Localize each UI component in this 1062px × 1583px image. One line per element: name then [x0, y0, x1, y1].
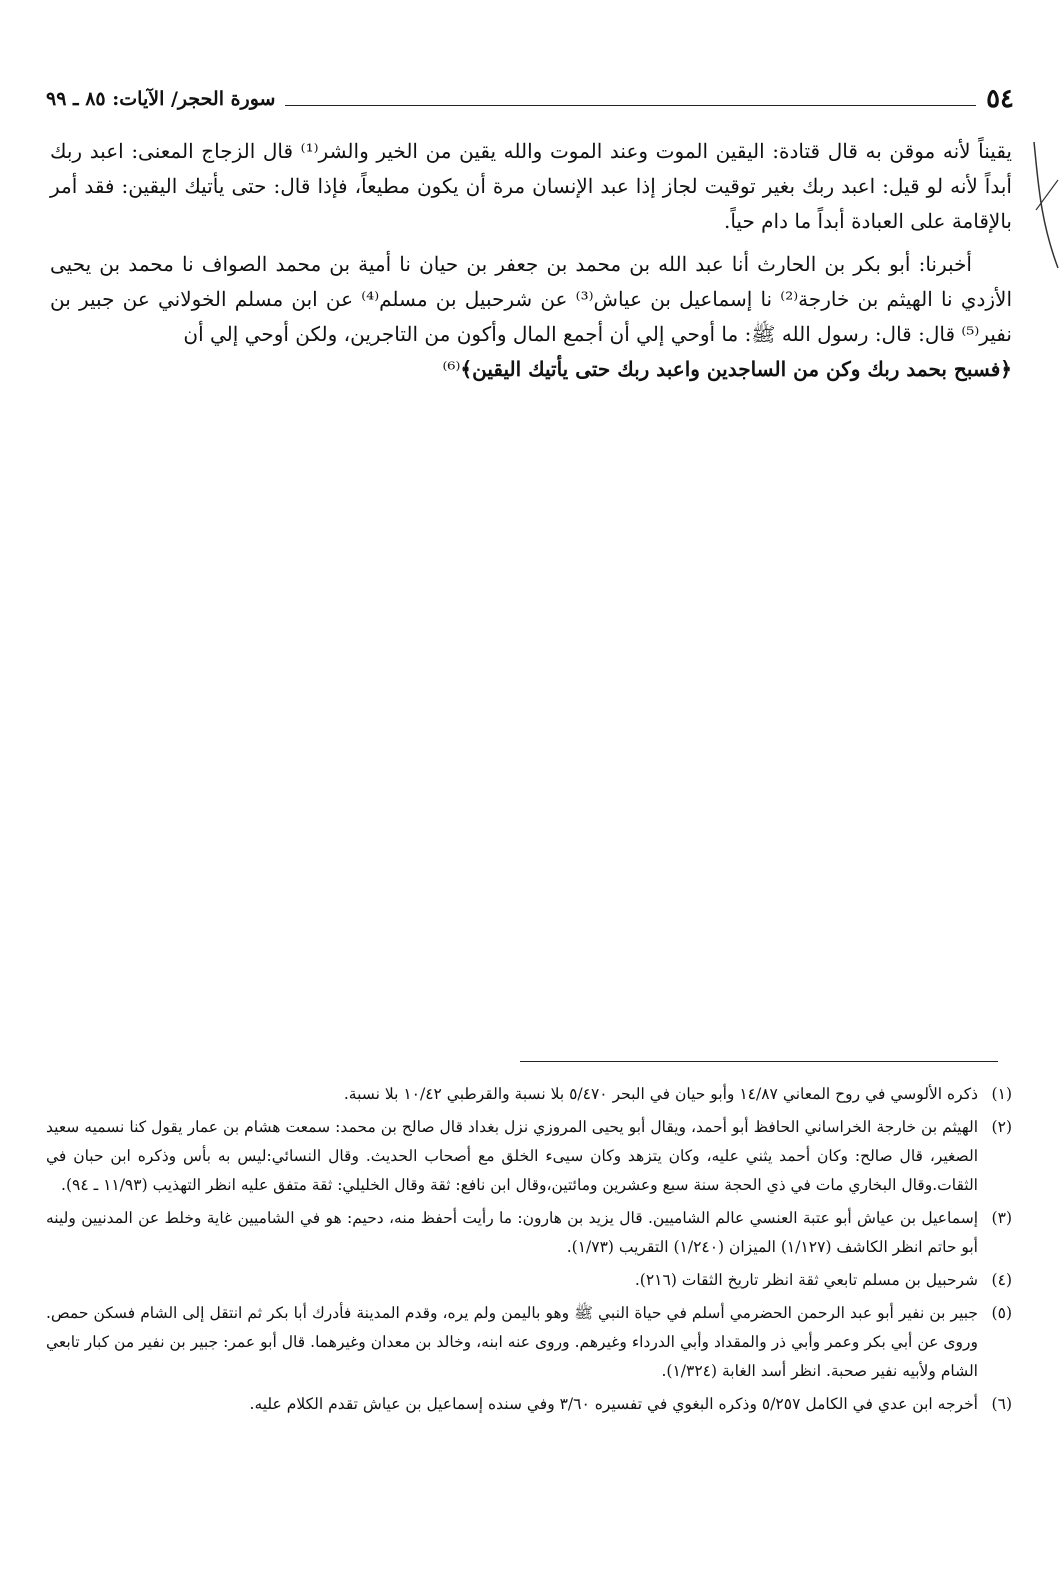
footnote-item: [46, 1080, 1012, 1109]
paragraph-2: [50, 247, 1012, 387]
footnote-text: ذكره الألوسي في روح المعاني ١٤/٨٧ وأبو حيان في البحر ٥/٤٧٠ بلا نسبة والقرطبي ١٠/٤٢ بلا نسبة.: [343, 1085, 978, 1103]
footnote-text: أخرجه ابن عدي في الكامل ٥/٢٥٧ وذكره البغوي في تفسيره ٣/٦٠ وفي سنده إسماعيل بن عياش تقدم الكلام عليه.: [249, 1395, 978, 1413]
footnote-item: [46, 1390, 1012, 1419]
paragraph-2-text: أخبرنا: أبو بكر بن الحارث أنا عبد الله بن محمد بن جعفر بن حيان نا أمية بن محمد الصواف نا محمد بن يحيى الأزدي نا الهيثم بن خارجة⁽²⁾ نا إسماعيل بن عياش⁽³⁾ عن شرحبيل بن مسلم⁽⁴⁾ عن ابن مسلم الخولاني عن جبير بن نفير⁽⁵⁾ قال: قال: رسول الله ﷺ: ما أوحي إلي أن أجمع المال وأكون من التاجرين، ولكن أوحي إلي أن: [50, 252, 1012, 346]
footnote-item: [46, 1266, 1012, 1295]
footnote-number: (٢): [991, 1118, 1012, 1136]
footnote-number: (٤): [991, 1271, 1012, 1289]
verse-footnote-ref: ⁽⁶⁾: [442, 357, 461, 381]
footnote-text: إسماعيل بن عياش أبو عتبة العنسي عالم الشاميين. قال يزيد بن هارون: ما رأيت أحفظ منه، دحيم: هو في الشاميين غاية وخلط عن المدنيين ولينه أبو حاتم انظر الكاشف (١/١٢٧) الميزان (١/٢٤٠) التقريب (١/٧٣).: [46, 1209, 978, 1256]
footnotes: [46, 1080, 1012, 1423]
footnote-text: الهيثم بن خارجة الخراساني الحافظ أبو أحمد، ويقال أبو يحيى المروزي نزل بغداد قال صالح بن محمد: سمعت هشام بن عمار يقول كنا نسميه سعيد الصغير، قال صالح: وكان أحمد يثني عليه، وكان يتزهد وكان سيىء الخلق مع أصحاب الحديث. وقال النسائي:ليس به بأس وذكره ابن حبان في الثقات.وقال البخاري مات في ذي الحجة سنة سبع وعشرين ومائتين،وقال ابن نافع: ثقة وقال الخليلي: ثقة متفق عليه انظر التهذيب (١١/٩٣ ـ ٩٤).: [46, 1118, 978, 1194]
header-rule: [285, 105, 976, 106]
footnote-item: [46, 1113, 1012, 1200]
running-title: سورة الحجر/ الآيات: ٨٥ ـ ٩٩: [46, 88, 276, 110]
footnote-item: [46, 1299, 1012, 1386]
main-text: [50, 134, 1012, 395]
margin-pen-mark: [1030, 140, 1060, 270]
footnote-number: (٥): [991, 1304, 1012, 1322]
footnote-text: شرحبيل بن مسلم تابعي ثقة انظر تاريخ الثقات (٢١٦).: [634, 1271, 978, 1289]
quran-verse: ﴿فسبح بحمد ربك وكن من الساجدين واعبد ربك حتى يأتيك اليقين﴾: [460, 357, 1012, 381]
footnote-text: جبير بن نفير أبو عبد الرحمن الحضرمي أسلم في حياة النبي ﷺ وهو باليمن ولم يره، وقدم المدينة فأدرك أبا بكر ثم انتقل إلى الشام فسكن حمص. وروى عن أبي بكر وعمر وأبي ذر والمقداد وأبي الدرداء وغيرهم. وروى عنه ابنه، وخالد بن معدان وغيرهما. قال أبو عمر: جبير بن نفير من كبار تابعي الشام ولأبيه نفير صحبة. انظر أسد الغابة (١/٣٢٤).: [46, 1304, 978, 1380]
page-number: ٥٤: [986, 84, 1014, 114]
footnote-number: (٣): [991, 1209, 1012, 1227]
footnote-number: (٦): [991, 1395, 1012, 1413]
footnote-number: (١): [991, 1085, 1012, 1103]
footnote-item: [46, 1204, 1012, 1262]
page-header: [46, 82, 1014, 116]
paragraph-1: يقيناً لأنه موقن به قال قتادة: اليقين الموت وعند الموت والله يقين من الخير والشر⁽¹⁾ قال الزجاج المعنى: اعبد ربك أبداً لأنه لو قيل: اعبد ربك بغير توقيت لجاز إذا عبد الإنسان مرة أن يكون مطيعاً، فإذا قال: حتى يأتيك اليقين: فقد أمر بالإقامة على العبادة أبداً ما دام حياً.: [50, 139, 1012, 233]
footnote-separator: [520, 1061, 998, 1062]
